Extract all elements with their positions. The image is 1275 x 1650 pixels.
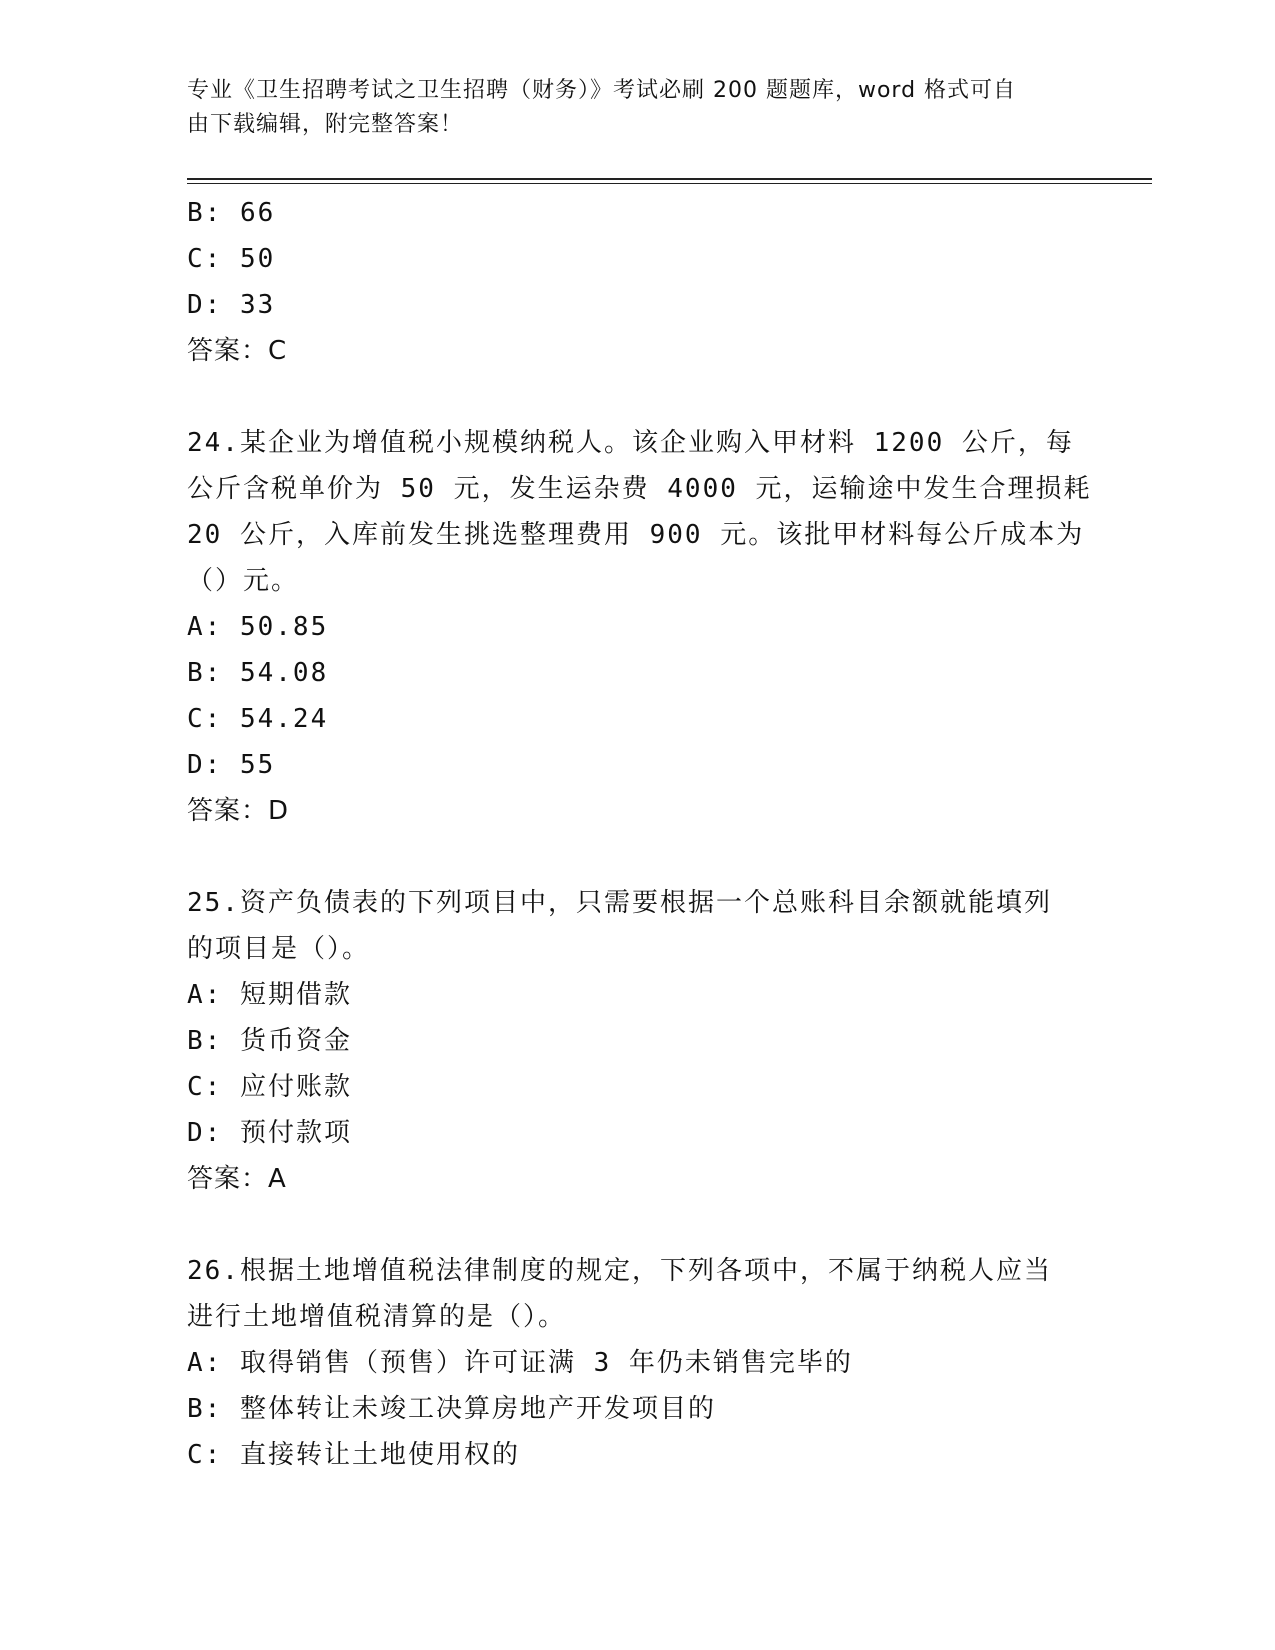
question-content [187,190,1092,1478]
question-23-tail [187,190,1077,374]
header-line-1: 专业《卫生招聘考试之卫生招聘（财务）》考试必刷 200 题题库，word 格式可自 [187,78,1017,103]
question-text-line: 公斤含税单价为 50 元，发生运杂费 4000 元，运输途中发生合理损耗 [187,474,1092,504]
question-25 [187,880,1077,1202]
answer: 答案：A [187,1164,287,1194]
option-d: D: 33 [187,290,276,320]
question-text-line: （）元。 [187,566,300,596]
header-line-2: 由下载编辑，附完整答案！ [187,112,464,137]
spacer [187,374,1077,420]
answer: 答案：C [187,336,288,366]
option-b: B: 货币资金 [187,1026,352,1056]
question-24 [187,420,1092,834]
option-c: C: 应付账款 [187,1072,352,1102]
spacer [187,1202,1077,1248]
header-rule-thick [187,178,1152,180]
option-b: B: 66 [187,198,276,228]
option-d: D: 55 [187,750,276,780]
question-text-line: 24.某企业为增值税小规模纳税人。该企业购入甲材料 1200 公斤，每 [187,428,1074,458]
answer: 答案：D [187,796,290,826]
option-c: C: 50 [187,244,276,274]
page-header [187,74,1067,142]
option-c: C: 54.24 [187,704,329,734]
option-b: B: 54.08 [187,658,329,688]
spacer [187,834,1077,880]
question-text-line: 进行土地增值税清算的是（）。 [187,1302,567,1332]
header-rule-thin [187,183,1152,184]
question-text-line: 26.根据土地增值税法律制度的规定，下列各项中，不属于纳税人应当 [187,1256,1052,1286]
question-text-line: 20 公斤，入库前发生挑选整理费用 900 元。该批甲材料每公斤成本为 [187,520,1085,550]
option-c: C: 直接转让土地使用权的 [187,1440,520,1470]
option-b: B: 整体转让未竣工决算房地产开发项目的 [187,1394,716,1424]
option-a: A: 50.85 [187,612,329,642]
question-text-line: 25.资产负债表的下列项目中，只需要根据一个总账科目余额就能填列 [187,888,1052,918]
question-26 [187,1248,1077,1478]
option-d: D: 预付款项 [187,1118,352,1148]
option-a: A: 短期借款 [187,980,352,1010]
question-text-line: 的项目是（）。 [187,934,371,964]
option-a: A: 取得销售（预售）许可证满 3 年仍未销售完毕的 [187,1348,853,1378]
